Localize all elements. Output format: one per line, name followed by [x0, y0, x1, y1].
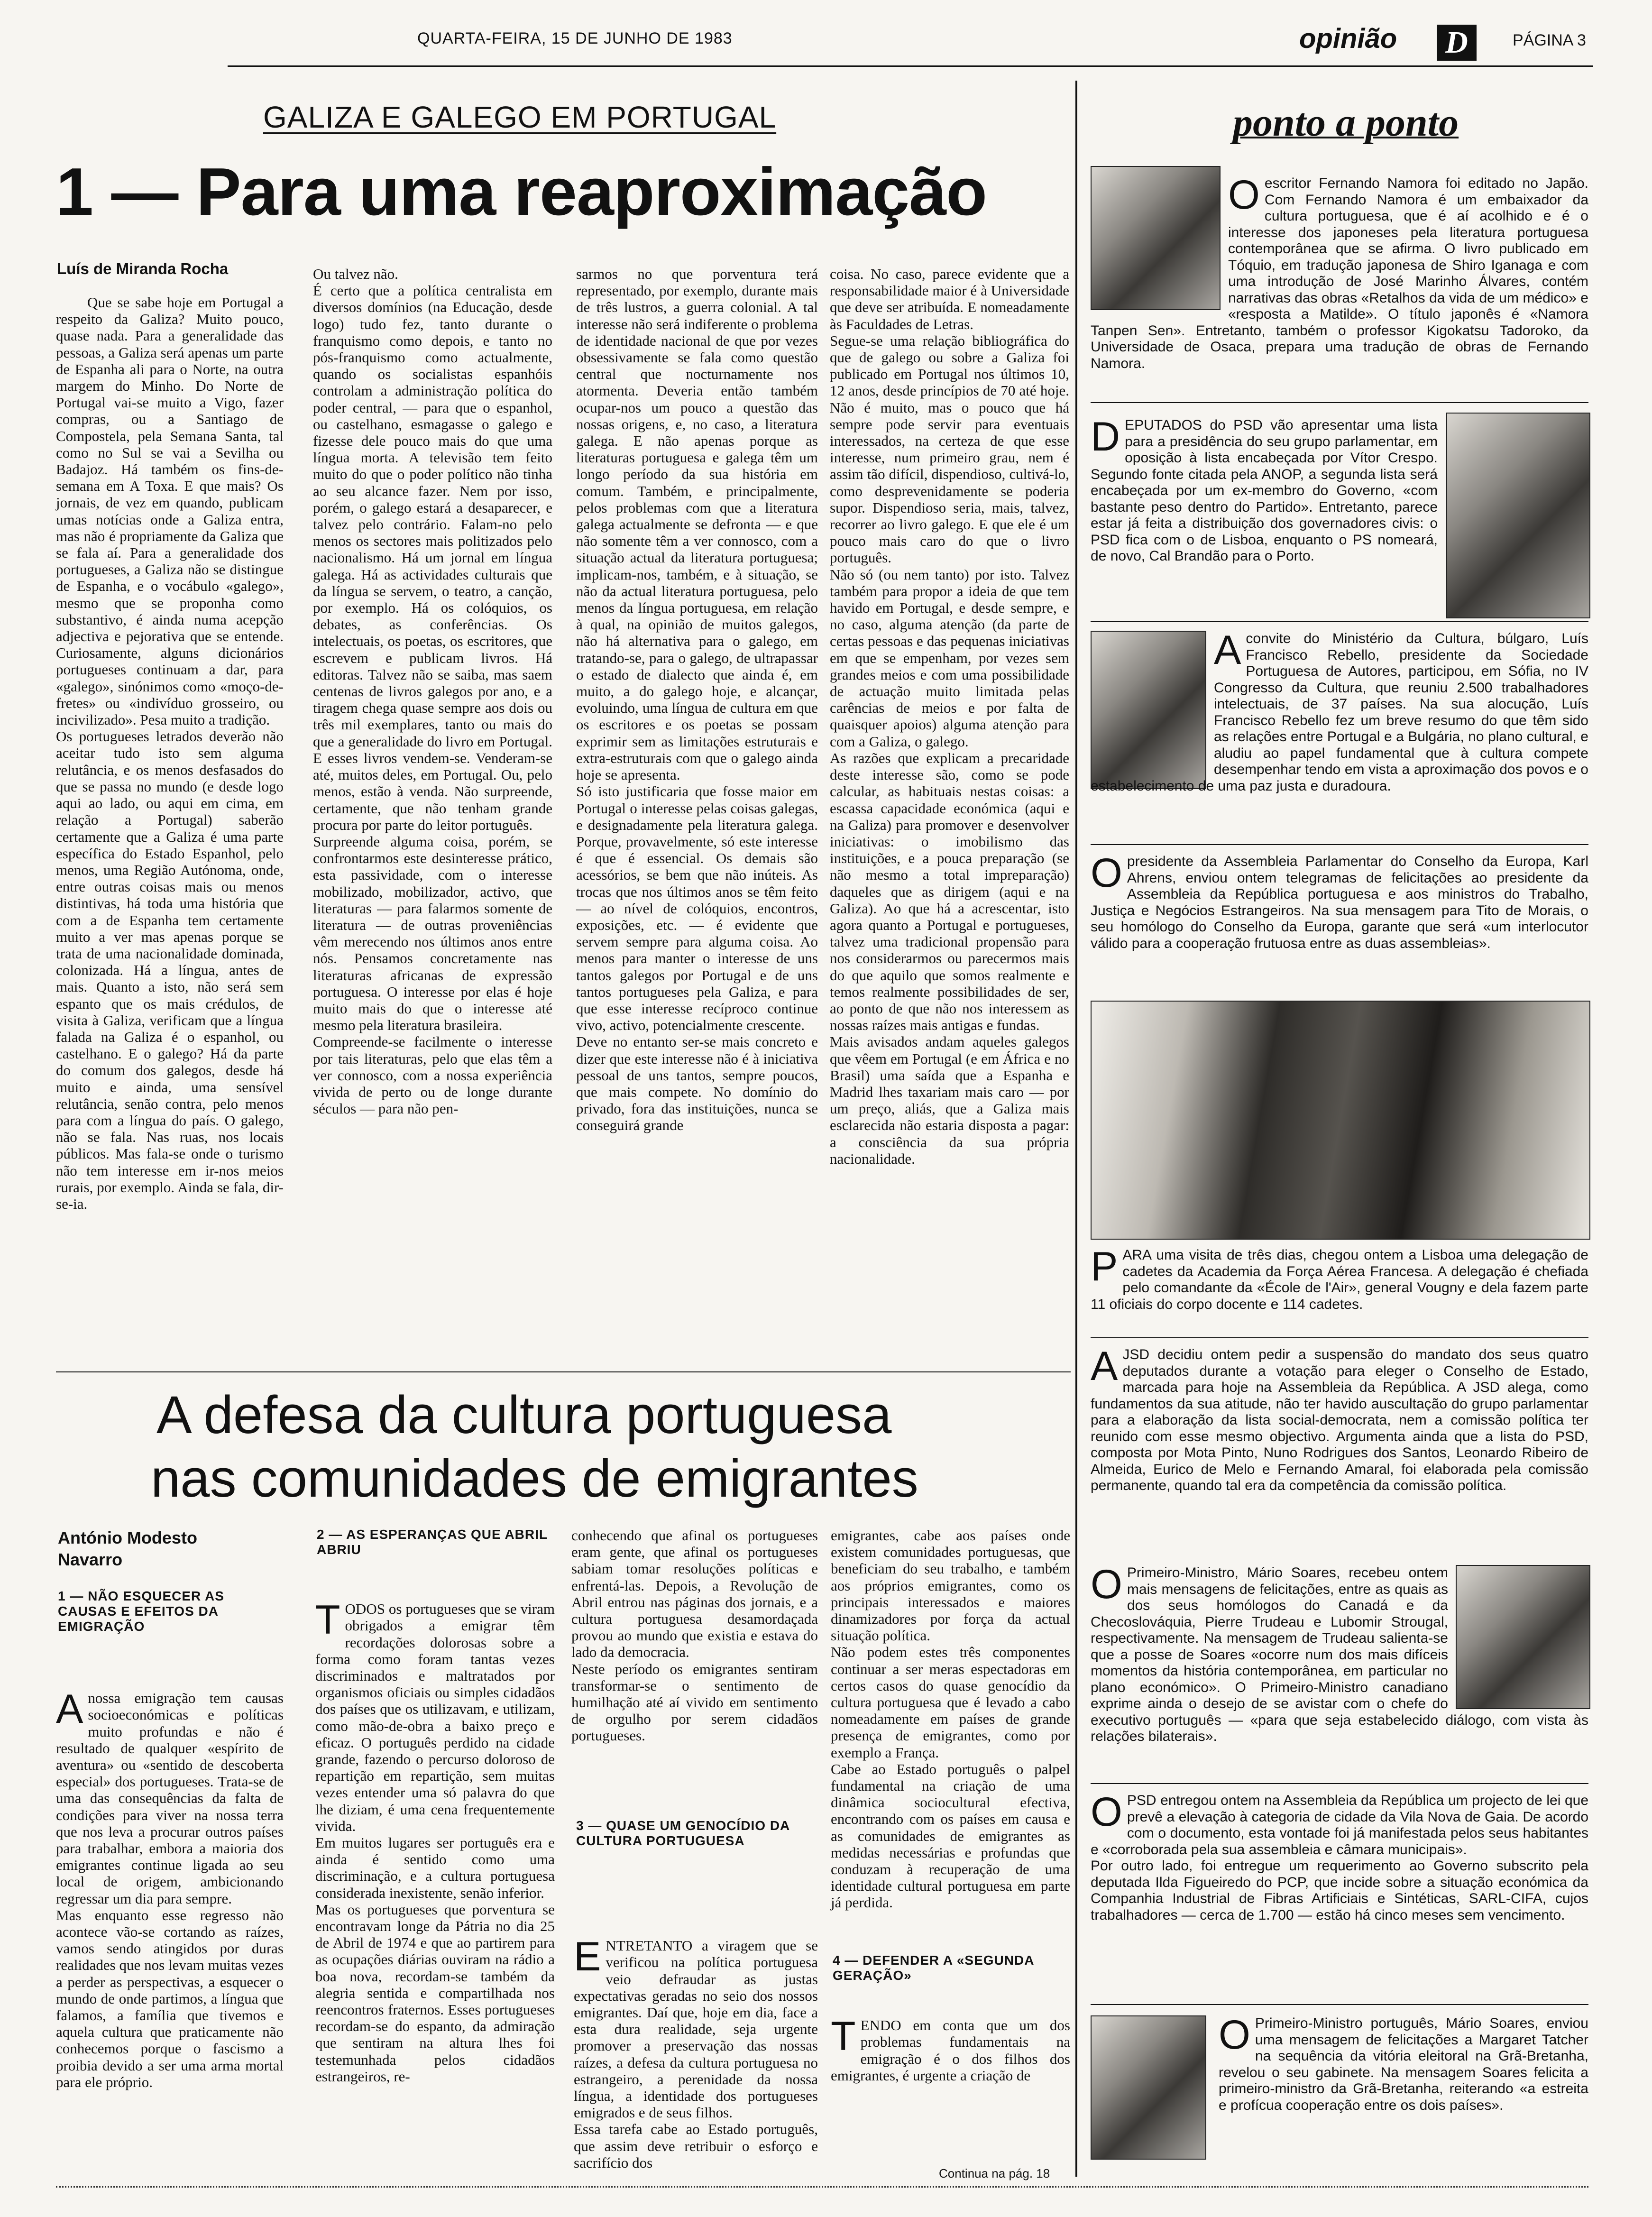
sidebar-divider-2 [1091, 621, 1588, 622]
sidebar-brief-7: O Primeiro-Ministro, Mário Soares, recebeu ontem mais mensagens de felicitações, entre as quais as dos seus homólogos do Canadá e da Checoslováquia, Pierre Trudeau e Lubomir Strougal, respectivamente. Na mensagem de Trudeau salienta-se que a posse de Soares «ocorre num dos mais difíceis momentos da história contemporânea, em particular no plano económico». O Primeiro-Ministro canadiano exprime ainda o desejo de se avistar com o chefe do executivo português — «para que seja estabelecido diálogo, com vista às relações bilaterais». [1091, 1562, 1588, 1744]
dropcap: P [1091, 1244, 1118, 1289]
sidebar-brief-5: PARA uma visita de três dias, chegou ontem a Lisboa uma delegação de cadetes da Academia da Força Aérea Francesa. A delegação é chefiada pelo comandante da «École de l'Air», general Vougny e dela fazem parte 11 oficiais do corpo docente e 114 cadetes. [1091, 1244, 1588, 1312]
sidebar-divider-1 [1091, 402, 1588, 403]
header-rule [228, 65, 1593, 67]
article2-col3a: conhecendo que afinal os portugueses eram gente, que afinal os portugueses sabiam tomar resoluções políticas e enfrentá-las. Depois, a Revolução de Abril entrou nas páginas dos jornais, e a cultura portuguesa desamordaçada provou ao mundo que existia e estava do lado da democracia. Neste período os emigrantes sentiram transformar-se o sentimento de humilhação até aí vivido em sentimento de orgulho por serem cidadãos portugueses. [571, 1527, 818, 1744]
dropcap: D [1091, 414, 1120, 460]
article1-col4: coisa. No caso, parece evidente que a responsabilidade maior é à Universidade que deve ser atribuída. E nomeadamente às Faculdades de Letras. Segue-se uma relação bibliográfica do que de galego ou sobre a Galiza foi publicado em Portugal nos últimos 10, 12 anos, desde princípios de 70 até hoje. Não é muito, mas o pouco que há sempre pode servir para eventuais interessados, na certeza de que esse interesse, num primeiro grau, nem é assim tão difícil, dispendioso, cultivá-lo, como desprevenidamente se poderia supor. Dispendioso seria, mais, talvez, recorrer ao livro galego. E que ele é um pouco mais caro do que o livro português. Não só (ou nem tanto) por isto. Talvez também para propor a ideia de que tem havido em Portugal, e desde sempre, e no caso, alguma atenção (da parte de certas pessoas e das pequenas iniciativas em que se empenham, por vezes sem grandes meios e com uma possibilidade de actuação muito limitada pelas carências de meios e por falta de quaisquer apoios) alguma atenção para com a Galiza, o galego. As razões que explicam a precaridade deste interesse são, como se pode calcular, as habituais nestas coisas: a escassa capacidade económica (aqui e na Galiza) para promover e desenvolver iniciativas: o imobilismo das instituições, e a pouca preparação (se não mesmo a total impreparação) daqueles que as dirigem (aqui e na Galiza). Ao que há a acrescentar, isto agora quanto a Portugal e portugueses, talvez uma tradicional propensão para nos considerarmos ou parecermos mais do que aquilo que somos realmente e temos realmente possibilidades de ser, ao ponto de que não nos interessem as nossas raízes mais antigas e fundas. Mais avisados andam aqueles galegos que vêem em Portugal (e em África e no Brasil) uma saída que a Espanha e Madrid lhes taxariam mais caro — por um preço, aliás, que a Galiza mais esclarecida não estaria disposta a pagar: a consciência da sua própria nacionalidade. [830, 266, 1069, 1167]
article1-kicker: GALIZA E GALEGO EM PORTUGAL [263, 100, 777, 134]
article2-subhead-3: 3 — QUASE UM GENOCÍDIO DA CULTURA PORTUGUESA [576, 1818, 790, 1848]
article2-subhead-4: 4 — DEFENDER A «SEGUNDA GERAÇÃO» [833, 1953, 1034, 1983]
dropcap: T [315, 1597, 340, 1643]
dropcap: A [56, 1686, 83, 1732]
article2-subhead-2: 2 — AS ESPERANÇAS QUE ABRIL ABRIU [317, 1527, 548, 1557]
page-number: PÁGINA 3 [1513, 31, 1586, 49]
header-date: QUARTA-FEIRA, 15 DE JUNHO DE 1983 [417, 29, 733, 47]
article1-bottom-rule [56, 1371, 1071, 1372]
sidebar-divider-3 [1091, 844, 1588, 845]
article2-title-line2: nas comunidades de emigrantes [151, 1449, 918, 1508]
article2-author-line1: António Modesto [58, 1528, 197, 1547]
sidebar-brief-8: OPSD entregou ontem na Assembleia da República um projecto de lei que prevê a elevação à categoria de cidade da Vila Nova de Gaia. De acordo com o documento, esta vontade foi já manifestada pelos seus habitantes e «corroborada pela sua assembleia e câmara municipais». Por outro lado, foi entregue um requerimento ao Governo subscrito pela deputada Ilda Figueiredo do PCP, que incide sobre a situação económica da Companhia Industrial de Fibras Artificiais e Sintéticas, SARL-CIFA, cujos trabalhadores — cerca de 1.700 — estão há cinco meses sem vencimento. [1091, 1789, 1588, 1923]
article2-col4b [831, 2000, 1070, 2095]
dropcap: T [831, 2014, 856, 2060]
sidebar-divider [1075, 81, 1077, 2177]
continuation-note: Continua na pág. 18 [939, 2166, 1050, 2180]
sidebar-brief-1: Oescritor Fernando Namora foi editado no Japão. Com Fernando Namora é um embaixador da cultura portuguesa, que é aí acolhido e é o interesse dos japoneses pela literatura portuguesa contemporânea que se afirma. O livro publicado em Tóquio, em tradução japonesa de Shiro Iganaga e com uma introdução de José Marinho Álvares, contém narrativas das obras «Retalhos da vida de um médico» e «resposta a Matilde». O título japonês é «Namora Tanpen Sen». Entretanto, também o professor Kigokatsu Tadoroko, da Universidade de Osaca, prepara uma tradução de obras de Fernando Namora. [1091, 172, 1588, 371]
photo-french-cadets-delegation [1091, 1001, 1590, 1240]
dropcap: O [1091, 1789, 1122, 1835]
article2-col1-text: nossa emigração tem causas socioeconómicas e políticas muito profundas e não é resultado de qualquer «espírito de aventura» ou «sentido de descoberta especial» dos portugueses. Trata-se de uma das consequências da falta de condições para viver na nossa terra que nos leva a procurar outros países para trabalhar, embora a maioria dos emigrantes continue ligada ao seu local de origem, ambicionando regressar um dia para sempre. Mas enquanto esse regresso não acontece vão-se cortando as raízes, vamos sendo atingidos por duras realidades que nos levam muitas vezes a perder as perspectivas, a esquecer o mundo de onde partimos, a língua que falamos, a família que tivemos e aquela cultura que praticamente não conhecemos porque o fascismo a proibia devido a ser uma arma mortal para ele próprio. [56, 1690, 284, 2090]
footer-dotted-rule [56, 2186, 1588, 2188]
sidebar-divider-8 [1091, 2004, 1588, 2005]
dropcap: O [1091, 850, 1122, 896]
article1-col3: sarmos no que porventura terá representado, por exemplo, durante mais de três lustros, a guerra colonial. A tal interesse não será indiferente o problema de identidade nacional de que por vezes obsessivamente se fala como questão central que nocturnamente nos atormenta. Deveria então também ocupar-nos um pouco a questão das nossas origens, e, no caso, a literatura galega. E não apenas porque as literaturas portuguesa e galega têm um longo período da sua história em comum. Também, e principalmente, pelos problemas com que a literatura galega actualmente se defronta — e que não somente têm a ver connosco, com a situação actual da literatura portuguesa; implicam-nos, também, e à situação, se não da actual literatura portuguesa, pelo menos da língua portuguesa, em relação à qual, na opinião de muitos galegos, não há alternativa para o galego, em tratando-se, para o galego, de ultrapassar o estado de dialecto que ainda é, em muito, a do galego hoje, e alcançar, evoluindo, uma língua de cultura em que os escritores e os poetas se possam exprimir sem as limitações estruturais e extra-estruturais com que o galego ainda hoje se apresenta. Só isto justificaria que fosse maior em Portugal o interesse pelas coisas galegas, e designadamente pela literatura galega. Porque, provavelmente, só este interesse é que é essencial. Os demais são acessórios, se bem que não inúteis. As trocas que nos últimos anos se têm feito — ao nível de colóquios, encontros, exposições, etc. — é evidente que servem sempre para alguma coisa. Ao menos para manter o interesse de uns tantos galegos por Portugal e de uns tantos portugueses pela Galiza, e para que esse interesse recíproco continue vivo, activo, potencialmente crescente. Deve no entanto ser-se mais concreto e dizer que este interesse não é à iniciativa pessoal de uns tantos, sempre poucos, que mais compete. No domínio do privado, fora das instituições, nunca se conseguirá grande [576, 266, 818, 1134]
sidebar-brief-4: Opresidente da Assembleia Parlamentar do Conselho da Europa, Karl Ahrens, enviou ontem telegramas de felicitações ao presidente da Assembleia da República portuguesa e aos ministros do Trabalho, Justiça e Negócios Estrangeiros. Na sua mensagem para Tito de Morais, o seu homólogo do Conselho da Europa, garante que será «um interlocutor válido para a cooperação frutuosa entre as duas assembleias». [1091, 850, 1588, 951]
article1-author: Luís de Miranda Rocha [57, 260, 229, 277]
article1-col1: Que se sabe hoje em Portugal a respeito da Galiza? Muito pouco, quase nada. Para a generalidade das pessoas, a Galiza será apenas um parte de Espanha ali para o Norte, na outra margem do Minho. Do Norte de Portugal vai-se muito a Vigo, fazer compras, ou a Santiago de Compostela, pela Semana Santa, tal como no Sul se vai a Sevilha ou Badajoz. Há também os fins-de-semana em A Toxa. E que mais? Os jornais, de vez em quando, publicam umas notícias onde a Galiza entra, mas não é propriamente da Galiza que se fala aí. Para a generalidade dos portugueses, a Galiza não se distingue de Espanha, e o vocábulo «galego», mesmo que se proponha como substantivo, é ainda numa acepção adjectiva e pejorativa que se entende. Curiosamente, alguns dicionários portugueses continuam a dar, para «galego», sinónimos como «moço-de-fretes» ou «indivíduo grosseiro, ou incivilizado». Pesa muito a tradição. Os portugueses letrados deverão não aceitar tudo isto sem alguma relutância, e os menos desfasados do que se passa no mundo (e desde logo aqui ao lado, ou aqui em cima, em relação a Portugal) saberão certamente que a Galiza é uma parte específica do Estado Espanhol, pelo menos, uma Região Autónoma, onde, entre outras coisas mais ou menos distintivas, há toda uma história que com a de Espanha tem certamente muito a ver mas apenas porque se trata de uma nacionalidade dominada, colonizada. Há a língua, antes de mais. Quanto a isto, não será sem espanto que os mais crédulos, de visita à Galiza, verificam que a língua falada na Galiza é o espanhol, ou castelhano. E o galego? Há da parte do comum dos galegos, desde há muito e ainda, uma sensível relutância, senão contra, pelo menos para com a língua do país. O galego, não se fala. Nas ruas, nos locais públicos. Mas fala-se onde o turismo não tem interesse em ir-nos meios rurais, por exemplo. Ainda se fala, dir-se-ia. [56, 294, 284, 1212]
article1-title: 1 — Para uma reaproximação [56, 154, 987, 230]
dropcap: O [1091, 1562, 1122, 1607]
section-name: opinião [1299, 23, 1397, 54]
sidebar-brief-3: Aconvite do Ministério da Cultura, búlgaro, Luís Francisco Rebello, presidente da Sociedade Portuguesa de Autores, participou, em Sófia, no IV Congresso da Cultura, que reuniu 2.500 trabalhadores intelectuais, de 37 países. Na sua alocução, Luís Francisco Rebello fez um breve resumo do que têm sido as relações entre Portugal e a Bulgária, no plano cultural, e aludiu ao papel fundamental que à cultura compete desempenhar tendo em vista a aproximação dos povos e o estabelecimento de uma paz justa e duradoura. [1091, 627, 1588, 794]
dropcap: E [574, 1934, 601, 1980]
dropcap: A [1214, 627, 1241, 673]
sidebar-divider-5 [1091, 1337, 1588, 1338]
article2-col4b-text: ENDO em conta que um dos problemas fundamentais na emigração é o dos filhos dos emigrantes, é urgente a criação de [831, 2017, 1070, 2084]
article2-col3b [574, 1921, 818, 2171]
article2-col4a: emigrantes, cabe aos países onde existem comunidades portuguesas, que beneficiam do seu trabalho, e também aos próprios emigrantes, como os principais interessados e maiores dinamizadores por força da actual situação política. Não podem estes três componentes continuar a ser meras espectadoras em certos casos do quase genocídio da cultura portuguesa que é levado a cabo nomeadamente em países de grande presença de emigrantes, como por exemplo a França. Cabe ao Estado português o palpel fundamental na criação de uma dinâmica sociocultural efectiva, encontrando com os países em causa e as comunidades de emigrantes as medidas necessárias e profundas que conduzam à recuperação de uma identidade cultural portuguesa em parte já perdida. [831, 1527, 1070, 1911]
article2-col2-text: ODOS os portugueses que se viram obrigados a emigrar têm recordações dolorosas sobre a forma como foram tantas vezes discriminados e maltratados por organismos oficiais ou simples cidadãos dos países que os utilizavam, e utilizam, como mão-de-obra a baixo preço e eficaz. O português perdido na cidade grande, fazendo o percurso doloroso de repartição em repartição, sem muitas vezes entender uma só palavra do que lhe diziam, é uma cena frequentemente vivida. Em muitos lugares ser português era e ainda é sentido como uma discriminação, e a cultura portuguesa considerada inexistente, senão inferior. Mas os portugueses que porventura se encontravam longe da Pátria no dia 25 de Abril de 1974 e que ao partirem para as ocupações diárias ouviram na rádio a boa nova, recordam-se também da alegria sentida e compartilhada nos reencontros fraternos. Esses portugueses recordam-se do espanto, da admiração que sentiram na altura lhes foi testemunhada pelos cidadãos estrangeiros, re- [315, 1601, 555, 2085]
article2-author-line2: Navarro [58, 1550, 123, 1569]
dropcap: O [1228, 172, 1260, 218]
sidebar-masthead: ponto a ponto [1233, 101, 1459, 145]
dropcap: A [1091, 1343, 1118, 1389]
sidebar-brief-2: DEPUTADOS do PSD vão apresentar uma lista para a presidência do seu grupo parlamentar, em oposição à lista encabeçada por Vítor Crespo. Segundo fonte citada pela ANOP, a segunda lista será encabeçada por um ex-membro do Governo, «com bastante peso dentro do Partido». Entretanto, parece estar já feita a distribuição dos governadores civis: o PSD fica com o de Lisboa, enquanto o PS nomeará, de novo, Cal Brandão para o Porto. [1091, 414, 1438, 564]
sidebar-divider-7 [1091, 1783, 1588, 1784]
sidebar-brief-9: O Primeiro-Ministro português, Mário Soares, enviou uma mensagem de felicitações a Margaret Tatcher na sequência da vitória eleitoral na Grã-Bretanha, revelou o seu gabinete. Na mensagem Soares felicita a primeiro-ministro da Grã-Bretanha, reiterando «a estreita e profícua cooperação entre os dois países». [1219, 2012, 1588, 2113]
sidebar-brief-6: AJSD decidiu ontem pedir a suspensão do mandato dos seus quatro deputados durante a votação para eleger o Conselho de Estado, marcada para hoje na Assembleia da República. A JSD alega, como fundamentos da sua atitude, não ter havido auscultação do grupo parlamentar para a elaboração da lista social-democrata, nem a comissão política ter reunido com esse mesmo objectivo. Argumenta ainda que a lista do PSD, composta por Mota Pinto, Nuno Rodrigues dos Santos, Leonardo Ribeiro de Almeida, Eurico de Melo e Fernando Amaral, foi elaborada pela comissão permanente, quando tal era da competência da comissão política. [1091, 1343, 1588, 1493]
article2-subhead-1: 1 — NÃO ESQUECER AS CAUSAS E EFEITOS DA EMIGRAÇÃO [58, 1589, 224, 1634]
dropcap: O [1219, 2012, 1250, 2058]
article2-col1 [56, 1673, 284, 2152]
article1-col2: Ou talvez não. É certo que a política centralista em diversos domínios (na Educação, desde logo) tudo fez, tanto durante o franquismo como depois, e tanto no pós-franquismo como actualmente, quando os socialistas espanhóis controlam a administração política do poder central, — para que o espanhol, ou castelhano, esmagasse o galego e fizesse dele pouco mais do que uma língua morta. A televisão tem feito muito do que o poder político não tinha ao seu alcance fazer. Nem por isso, porém, o galego estará a desaparecer, e talvez pelo contrário. Falam-no pelo menos os sectores mais politizados pelo nacionalismo. Há um jornal em língua galega. Há as actividades culturais que da língua se servem, o teatro, a canção, por exemplo. Há os colóquios, os debates, as conferências. Os intelectuais, os poetas, os escritores, que escrevem e publicam livros. Há editoras. Talvez não se saiba, mas saem centenas de livros galegos por ano, e a tiragem chega quase sempre aos dois ou três mil exemplares, tanto ou mais do que a generalidade do livro em Portugal. E esses livros vendem-se. Venderam-se até, muitos deles, em Portugal. Ou, pelo menos, estão à venda. Não surpreende, certamente, que não tenham grande procura por parte do leitor português. Surpreende alguma coisa, porém, se confrontarmos este desinteresse prático, esta passividade, com o interesse mobilizado, mobilizador, activo, que literaturas — para falarmos somente de literatura — de outras proveniências vêm merecendo nos últimos anos entre nós. Pensamos concretamente nas literaturas africanas de expressão portuguesa. O interesse por elas é hoje muito mais do que o interesse até mesmo pela literatura brasileira. Compreende-se facilmente o interesse por tais literaturas, pelo que elas têm a ver connosco, com a nossa experiência vivida de perto ou de longe durante séculos — para não pen- [313, 266, 552, 1117]
article2-col2 [315, 1584, 555, 2153]
article2-title-line1: A defesa da cultura portuguesa [156, 1385, 892, 1444]
article2-col3b-text: NTRETANTO a viragem que se verificou na política portuguesa veio defraudar as justas expectativas geradas no seio dos nossos emigrantes. Daí que, hoje em dia, face a esta dura realidade, seja urgente promover a preservação das nossas raízes, a defesa da cultura portuguesa no estrangeiro, a perenidade da nossa língua, a identidade dos portugueses emigrados e de seus filhos. Essa tarefa cabe ao Estado português, que assim deve retribuir o esforço e sacrifício dos [574, 1937, 818, 2171]
newspaper-logo: D [1437, 25, 1477, 61]
